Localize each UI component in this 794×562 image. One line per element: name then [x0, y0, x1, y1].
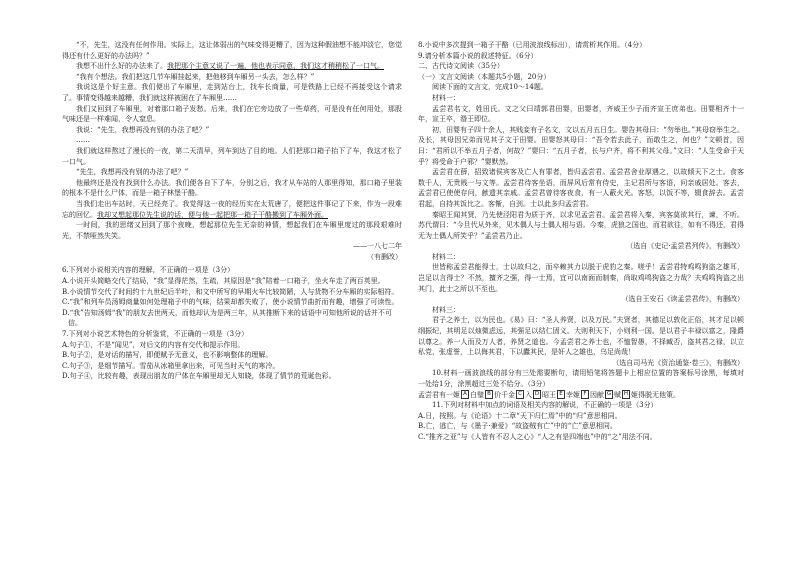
story-ellipsis: ……: [76, 136, 90, 145]
story-paragraph: “先生，我想再没有别的办法了吧？”: [76, 168, 189, 177]
material-3-source: （选自司马光《资治通鉴·卷三》，有删改）: [612, 358, 744, 367]
q10-text: 幸姬: [566, 390, 580, 399]
story-paragraph: 他最终还是没有找到什么办法。我们便各自下了车，分别之后，我才从车站的人那里得知，那口箱子里装的根本不是什么尸体，而是一箱子林堡干酪。: [62, 178, 402, 198]
material-1-label: 材料一：: [432, 93, 460, 102]
story-paragraph: [62, 61, 402, 72]
question-6-option-c: C.“我”和列车员汤姆商量如何处理箱子中的气味，结果却都失败了，使小说情节曲折而有趣，增强了可读性。: [62, 298, 399, 307]
material-1-paragraph: 孟尝君名文，姓田氏。文之父曰靖郭君田婴，田婴者，齐威王少子而齐宣王庶弟也。田婴相齐十一年，宣王卒，湣王即位。: [418, 104, 744, 124]
q10-box-b[interactable]: B: [485, 390, 493, 399]
material-3-paragraph: 君子之养士，以为民也。《易》曰：“圣人养贤，以及万民。”夫贤者，其德足以敦化正俗，其才足以顿纲振纪，其明足以烛微虑远，其强足以结仁固义。大则利天下，小则利一国。是以君子丰禄以富之，隆爵以尊之。养一人而及万人者，养贤之道也。今孟尝君之养士也，不恤智愚，不择臧否，盗其君之禄，以立私党，张虚誉，上以侮其君，下以蠹其民，是奸人之雄也，乌足尚哉！: [418, 316, 744, 357]
q10-box-d[interactable]: D: [534, 391, 540, 398]
question-7-option-c: C.句子③，是细节描写。雪茄从冰箱里拿出来，可见当时天气的寒冷。: [62, 361, 280, 370]
q10-box-a[interactable]: A: [461, 390, 469, 399]
q10-text: 脱: [645, 390, 652, 399]
section-heading: 二、古代诗文阅读（35分）: [418, 62, 504, 71]
material-1-source: （选自《史记·孟尝君列传》，有删改）: [626, 242, 744, 251]
story-paragraph: 一时间，我的思绪又回到了那个夜晚，想起那位先生无奈的神情，想起我们在车厢里度过的那段艰难时光，不禁哑然失笑。: [62, 221, 402, 240]
material-2-source: （选自王安石《读孟尝君传》，有删改）: [621, 295, 744, 304]
question-6-stem: 6.下列对小说相关内容的理解，不正确的一项是（3分）: [62, 266, 235, 275]
question-11-option-b: B.亡，逃亡，与《墨子·兼爱》“故盗贼有亡”中的“亡”意思相同。: [418, 422, 617, 431]
right-column: [418, 40, 744, 443]
question-7-stem: 7.下列对小说艺术特色的分析鉴赏，不正确的一项是（3分）: [62, 330, 249, 339]
question-11-option-c: C.“推齐之亚”与《人皆有不忍人之心》“人之有是四端也”中的“之”用法不同。: [418, 432, 657, 441]
q10-box-f[interactable]: F: [581, 390, 589, 399]
story-paragraph: 我们就这样熬过了漫长的一夜，第二天清早，列车到达了目的地。人们把那口箱子抬下了车，我这才松了一口气。: [62, 146, 402, 166]
story-paragraph: 我说这是个好主意。我们便出了车厢里，走到站台上，找车长商量，可是铁路上已经不再接受这个请求了。事情变得越来越糟，我们就这样被困在了车厢里……: [62, 83, 402, 102]
material-1-paragraph: 孟尝君在薛，招致诸侯宾客及亡人有罪者，皆归孟尝君。孟尝君舍业厚遇之，以故倾天下之士。食客数千人，无贵贱一与文等。孟尝君待客坐语，而屏风后常有侍史，主记君所与客语，问亲戚居处。客去，孟尝君已使使存问，献遗其亲戚。孟尝君曾待客夜食，有一人蔽火光。客怒，以饭不等，辍食辞去。孟尝君起，自持其饭比之。客惭，自刭。士以此多归孟尝君。: [418, 168, 744, 208]
q10-text: 得: [638, 390, 645, 399]
question-8: 8.小说中多次提到一箱子干酪（已用波浪线标出），请赏析其作用。（4分）: [418, 41, 647, 49]
q10-box-e[interactable]: E: [557, 390, 565, 399]
material-1-paragraph: 初，田婴有子四十余人，其贱妾有子名文，文以五月五日生。婴告其母曰：“勿举也。”其母窃举生之。及长，其母因兄弟而见其子文于田婴。田婴怒其母曰：“吾令若去此子，而敢生之，何也？”文顿首，因曰：“君所以不举五月子者，何故？”婴曰：“五月子者，长与户齐，将不利其父母。”文曰：“人生受命于天乎？将受命于户邪？”婴默然。: [418, 125, 744, 166]
material-2-paragraph: 世皆称孟尝君能得士，士以故归之，而卒赖其力以脱于虎豹之秦。嗟乎！孟尝君特鸡鸣狗盗之雄耳，岂足以言得士？不然，擅齐之强，得一士焉，宜可以南面而制秦，尚取鸡鸣狗盗之力哉？夫鸡鸣狗盗之出其门，此士之所以不至也。: [418, 263, 744, 293]
q10-text: 姬: [631, 390, 638, 399]
q10-text: 无他策。: [652, 390, 680, 399]
material-3-label: 材料三：: [432, 305, 460, 314]
q10-text: 孟尝君有一姬: [418, 390, 460, 399]
material-2-label: 材料二：: [432, 252, 460, 261]
q10-text: 因献: [590, 390, 604, 399]
question-6-option-a: A.小说开头简略交代了结局，“我”显得茫然，生疏，其原因是“我”陪着一口箱子，坐火车走了两百英里。: [62, 277, 385, 286]
story-text: 当我们走出车站时，天已经亮了。我觉得这一夜的经历实在太荒唐了，便把这件事记了下来，作为一段难忘的回忆。: [62, 199, 402, 219]
question-11-option-a: A.日，按照。与《论语》十二章“天下归仁焉”中的“归”意思相同。: [418, 411, 622, 420]
q10-box-g[interactable]: G: [606, 391, 612, 398]
question-10-stem: 10.材料一画波浪线的部分有三处需要断句，请用铅笔将答题卡上相应位置的答案标号涂黑，每填对一处给1分，涂黑超过三处不给分。（3分）: [418, 369, 744, 388]
question-7-option-b: B.句子②，是对话的描写，即便赋予无意义，也不影响整体的理解。: [62, 351, 273, 360]
story-paragraph: 我说：“先生，我想再没有别的办法了吧？”: [76, 125, 210, 134]
q10-text: 白璧: [470, 390, 484, 399]
q10-text: 价千金: [494, 390, 515, 399]
story-date: ——一八七二年: [353, 242, 402, 251]
question-7-option-a: A.句子①，不是“闻见”，对后文的内容有交代和提示作用。: [62, 340, 245, 349]
question-11-stem: 11.下列对材料中加点的词语及相关内容的解说，不正确的一项是（3分）: [432, 401, 658, 410]
q10-box-h[interactable]: H: [623, 391, 629, 398]
question-6-option-d: D.“我”告知汤姆“我”的朋友去世两天，而他却认为是两三年，从其推断下来的话语中可知他所说的话并不可信。: [62, 308, 392, 328]
underlined-sentence-1: 我把那个主意又说了一遍，他也表示同意，我们这才稍稍松了一口气。: [167, 62, 384, 71]
story-paragraph: “不，先生，这没有任何作用。实际上，这让体弱出的气味变得更糟了，因为这种假油想不能冲淡它，您觉得还有什么更好的办法吗？”: [62, 41, 402, 60]
left-column: [62, 40, 402, 382]
question-10-sentence: [418, 390, 744, 401]
q10-text: 赋: [614, 390, 621, 399]
question-7-option-d: D.句子④，比较有趣，表现出朋友的尸体在车厢里却无人知晓，体现了情节的荒诞色彩。: [62, 372, 336, 381]
q10-text: 入: [525, 390, 532, 399]
question-9: 9.请分析本篇小说的叙述特征。（6分）: [418, 51, 538, 60]
subsection-heading: （一）文言文阅读（本题共5小题，20分）: [418, 72, 551, 81]
story-paragraph: “我有个想法。我们把这几节车厢挂起来，把他移到车厢另一头去，怎么样？”: [76, 72, 315, 81]
reading-instruction: 阅读下面的文言文，完成10～14题。: [432, 83, 548, 92]
q10-box-c[interactable]: C: [516, 390, 524, 399]
story-paragraph: 我们又回到了车厢里，对着那口箱子发愁。后来，我们在它旁边放了一些草药，可是没有任何用处，那股气味还是一样难闻，令人窒息。: [62, 104, 402, 124]
q10-text: 昭王: [542, 390, 556, 399]
story-text: 我想不出什么好的办法来了。: [76, 62, 167, 71]
story-citation: （有删改）: [367, 252, 402, 261]
question-6-option-b: B.小说情节交代了时间约十九世纪后半叶，和文中所写的早期火车比较简陋，人与货物不分车厢的实际相符。: [62, 287, 399, 296]
material-1-paragraph: 秦昭王闻其贤，乃先使泾阳君为质于齐，以求见孟尝君。孟尝君将入秦，宾客莫欲其行，谏，不听。苏代谓曰：“今旦代从外来，见木偶人与土偶人相与语。今秦，虎狼之国也，而君欲往，如有不得还，君得无为土偶人所笑乎？”孟尝君乃止。: [418, 210, 744, 240]
underlined-sentence-2: 我却又想起那位先生说的话，便与他一起把那一箱子干酪搬到了车厢外面。: [97, 210, 328, 219]
story-paragraph: [62, 199, 402, 220]
